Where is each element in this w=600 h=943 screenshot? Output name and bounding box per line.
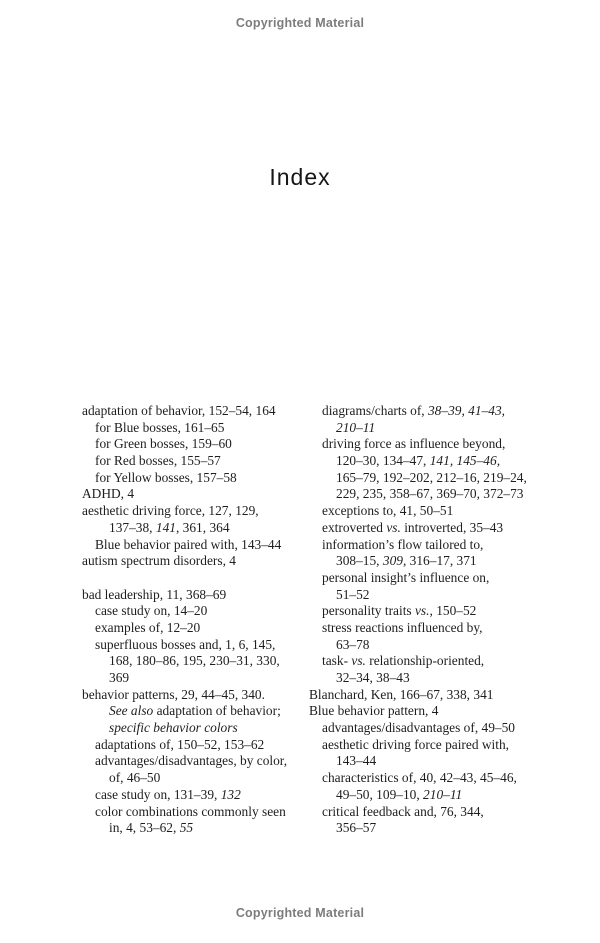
index-line: for Green bosses, 159–60 — [95, 436, 232, 452]
index-line: information’s flow tailored to, — [322, 536, 484, 552]
index-line: aesthetic driving force paired with, — [322, 736, 510, 752]
index-line: examples of, 12–20 — [95, 619, 201, 635]
index-line: task- vs. relationship-oriented, — [322, 653, 485, 669]
copyright-notice-top: Copyrighted Material — [235, 16, 365, 30]
index-line: characteristics of, 40, 42–43, 45–46, — [322, 770, 517, 786]
index-line: Blue behavior pattern, 4 — [309, 703, 439, 719]
index-line: 210–11 — [336, 419, 376, 435]
index-line: adaptation of behavior, 152–54, 164 — [82, 403, 276, 418]
index-line: 143–44 — [336, 753, 377, 769]
index-line: personality traits vs., 150–52 — [322, 603, 477, 619]
page-title: Index — [269, 164, 331, 190]
copyright-notice-bottom: Copyrighted Material — [235, 906, 365, 920]
index-line: 51–52 — [336, 586, 370, 602]
index-line: 356–57 — [336, 820, 377, 836]
index-line: ADHD, 4 — [82, 486, 135, 502]
index-line: bad leadership, 11, 368–69 — [82, 586, 227, 602]
index-line: 120–30, 134–47, 141, 145–46, — [336, 453, 501, 469]
index-column-left — [82, 403, 312, 837]
index-line: superfluous bosses and, 1, 6, 145, — [95, 636, 276, 652]
index-line: in, 4, 53–62, 55 — [109, 820, 194, 836]
index-line: specific behavior colors — [109, 720, 238, 736]
index-line: of, 46–50 — [109, 770, 161, 786]
index-line: for Yellow bosses, 157–58 — [95, 469, 237, 485]
index-line: case study on, 131–39, 132 — [95, 786, 241, 802]
index-line: driving force as influence beyond, — [322, 436, 506, 452]
index-line: advantages/disadvantages, by color, — [95, 753, 288, 769]
index-line: adaptations of, 150–52, 153–62 — [95, 736, 265, 752]
index-line: 137–38, 141, 361, 364 — [109, 519, 230, 535]
index-column-right — [309, 403, 549, 837]
index-line: behavior patterns, 29, 44–45, 340. — [82, 686, 265, 702]
index-line: critical feedback and, 76, 344, — [322, 803, 484, 819]
index-line: case study on, 14–20 — [95, 603, 208, 619]
index-line: See also adaptation of behavior; — [109, 703, 281, 719]
index-line: stress reactions influenced by, — [322, 619, 483, 635]
index-line: for Blue bosses, 161–65 — [95, 419, 225, 435]
index-line: extroverted vs. introverted, 35–43 — [322, 519, 504, 535]
index-line: 49–50, 109–10, 210–11 — [336, 786, 463, 802]
index-line: 308–15, 309, 316–17, 371 — [336, 553, 477, 569]
index-line: Blanchard, Ken, 166–67, 338, 341 — [309, 686, 494, 702]
index-line: color combinations commonly seen — [95, 803, 286, 819]
index-line: exceptions to, 41, 50–51 — [322, 503, 454, 519]
index-line: advantages/disadvantages of, 49–50 — [322, 720, 515, 736]
index-line: diagrams/charts of, 38–39, 41–43, — [322, 403, 505, 418]
index-line: 165–79, 192–202, 212–16, 219–24, — [336, 469, 527, 485]
index-line: 32–34, 38–43 — [336, 670, 410, 685]
index-line: aesthetic driving force, 127, 129, — [82, 503, 259, 519]
index-line: personal insight’s influence on, — [322, 569, 490, 585]
index-line: 369 — [109, 670, 130, 685]
index-line: Blue behavior paired with, 143–44 — [95, 536, 282, 552]
index-line: for Red bosses, 155–57 — [95, 453, 221, 469]
index-line: autism spectrum disorders, 4 — [82, 553, 236, 569]
index-line: 168, 180–86, 195, 230–31, 330, — [109, 653, 280, 669]
index-line: 63–78 — [336, 636, 370, 652]
index-line: 229, 235, 358–67, 369–70, 372–73 — [336, 486, 524, 502]
